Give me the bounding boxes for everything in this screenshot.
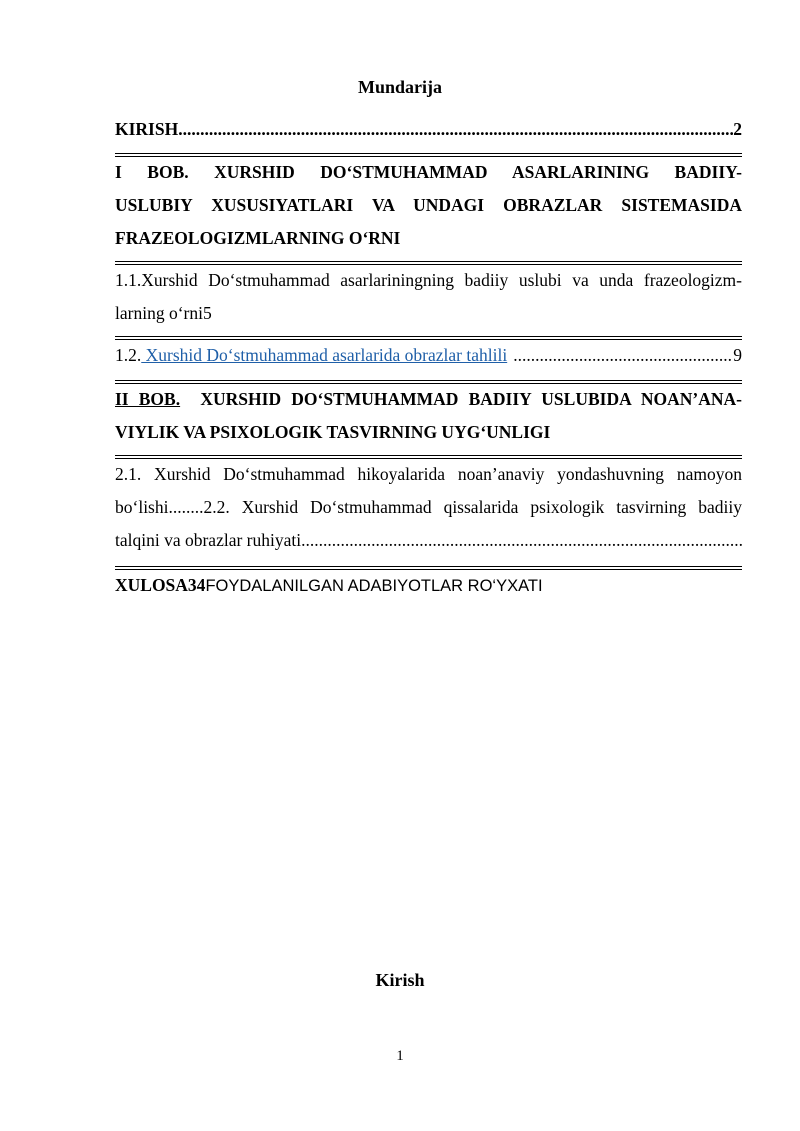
chapter-1-line-3: FRAZEOLOGIZMLARNING O‘RNI <box>115 228 401 248</box>
toc-entry-section-1-2[interactable] <box>115 339 742 372</box>
page-number: 1 <box>396 1048 404 1064</box>
section-2-line-1: 2.1. Xurshid Do‘stmuhammad hikoyalarida noan’anaviy yondashuvning namoyon <box>115 464 742 484</box>
references-label: FOYDALANILGAN ADABIYOTLAR RO‘YXATI <box>205 577 543 595</box>
section-2-line-3-text: talqini va obrazlar ruhiyati <box>115 530 302 550</box>
toc-entry-conclusion[interactable] <box>115 569 742 603</box>
dot-leader <box>178 113 733 146</box>
section-2-line-2: bo‘lishi........2.2. Xurshid Do‘stmuhammad qissalarida psixologik tasvirning badiiy <box>115 497 742 517</box>
section-2-line-3 <box>115 524 742 557</box>
toc-title: Mundarija <box>357 77 442 97</box>
toc-entry-kirish[interactable] <box>115 113 742 146</box>
conclusion-label: XULOSA34 <box>115 575 206 595</box>
toc-entry-section-1-1[interactable] <box>115 264 742 330</box>
toc-entry-kirish-page: 2 <box>733 119 742 139</box>
toc-entry-chapter-1[interactable] <box>115 156 742 255</box>
section-1-2-page: 9 <box>733 345 742 365</box>
chapter-1-line-1: I BOB. XURSHID DO‘STMUHAMMAD ASARLARINING BADIIY- <box>115 162 742 182</box>
dot-leader <box>301 524 742 557</box>
chapter-2-line-1-rest: XURSHID DO‘STMUHAMMAD BADIIY USLUBIDA NOAN’ANA- <box>180 389 742 409</box>
chapter-2-line-1 <box>115 383 742 416</box>
toc-entry-kirish-label: KIRISH <box>115 119 179 139</box>
chapter-1-line-2: USLUBIY XUSUSIYATLARI VA UNDAGI OBRAZLAR SISTEMASIDA <box>115 195 742 215</box>
chapter-2-prefix: II BOB. <box>115 389 181 409</box>
section-1-1-line-1: 1.1.Xurshid Do‘stmuhammad asarlariningning badiiy uslubi va unda frazeologizm- <box>115 270 742 290</box>
section-1-1-line-2: larning o‘rni5 <box>115 303 212 323</box>
section-1-2-prefix: 1.2. <box>115 345 142 365</box>
section-heading-kirish: Kirish <box>375 970 425 990</box>
chapter-2-line-2: VIYLIK VA PSIXOLOGIK TASVIRNING UYG‘UNLIGI <box>115 422 551 442</box>
dot-leader <box>507 339 733 372</box>
toc-entry-section-2[interactable] <box>115 458 742 557</box>
toc-entry-chapter-2[interactable] <box>115 383 742 449</box>
section-1-2-link[interactable]: Xurshid Do‘stmuhammad asarlarida obrazlar tahlili <box>141 345 508 365</box>
